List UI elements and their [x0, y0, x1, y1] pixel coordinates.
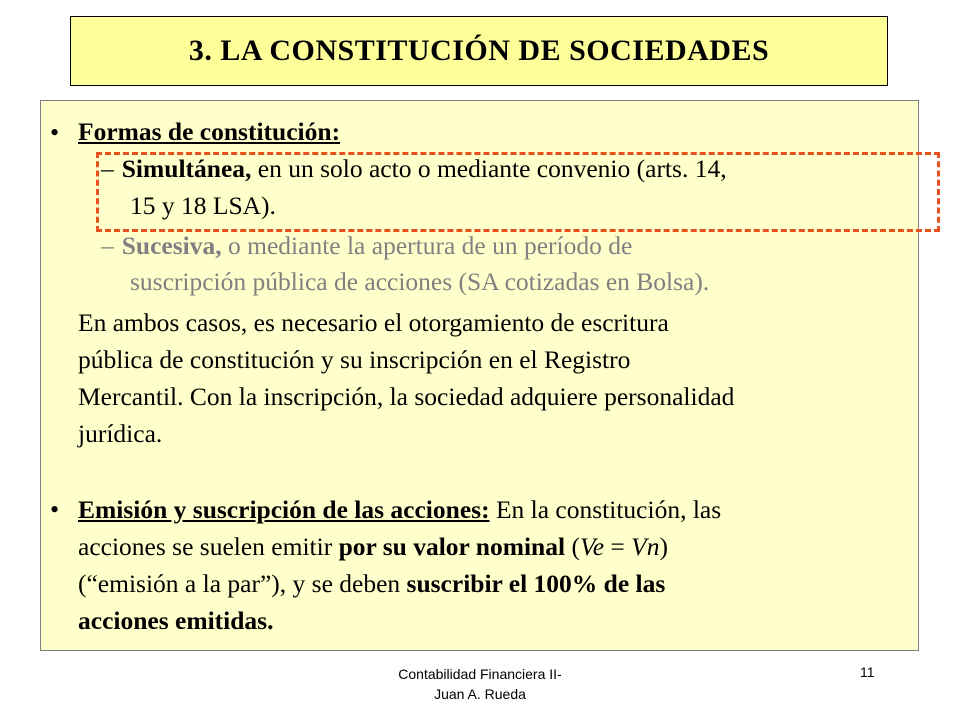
text-run-bold: suscribir el 100% de las	[406, 569, 666, 598]
paragraph-line: pública de constitución y su inscripción en el Registro	[78, 345, 631, 374]
footer-line2: Juan A. Rueda	[434, 686, 526, 702]
section2-line1-rest: En la constitución, las	[489, 495, 722, 524]
slide-title: 3. LA CONSTITUCIÓN DE SOCIEDADES	[188, 34, 770, 67]
highlight-dashed-box	[96, 152, 940, 232]
footer-line1: Contabilidad Financiera II-	[398, 666, 562, 682]
item1-line2: 15 y 18 LSA).	[130, 191, 276, 220]
section2-line4: acciones emitidas.	[78, 606, 274, 635]
item2-label: Sucesiva,	[121, 231, 222, 260]
item1-dash: –	[101, 154, 114, 183]
text-run: =	[604, 532, 632, 561]
text-run: )	[659, 532, 668, 561]
bullet-2: •	[50, 495, 60, 524]
bullet-1: •	[50, 118, 60, 147]
paragraph-line: En ambos casos, es necesario el otorgamiento de escritura	[78, 308, 669, 337]
page-number: 11	[860, 664, 875, 680]
paragraph-line: Mercantil. Con la inscripción, la sociedad adquiere personalidad	[78, 382, 735, 411]
section1-heading: Formas de constitución:	[78, 117, 341, 146]
paragraph-line: jurídica.	[78, 419, 163, 448]
item2-text1: o mediante la apertura de un período de	[221, 231, 633, 260]
text-run-bold: por su valor nominal	[338, 532, 566, 561]
title-box	[70, 16, 888, 86]
item2-line2: suscripción pública de acciones (SA cotizadas en Bolsa).	[130, 267, 710, 296]
text-run: acciones se suelen emitir	[78, 532, 339, 561]
section2-line2	[78, 534, 668, 560]
item1-label: Simultánea,	[121, 154, 252, 183]
section2-heading: Emisión y suscripción de las acciones:	[78, 495, 490, 524]
text-run: (	[565, 532, 580, 561]
section2-line1	[78, 497, 721, 523]
text-run-italic: Vn	[631, 532, 660, 561]
item2-dash: –	[101, 231, 114, 260]
text-run-italic: Ve	[579, 532, 605, 561]
section2-line3	[78, 571, 665, 597]
text-run: (“emisión a la par”), y se deben	[78, 569, 407, 598]
footer-text	[360, 664, 600, 704]
item1-text1: en un solo acto o mediante convenio (arts. 14,	[251, 154, 727, 183]
item2-line1	[101, 233, 632, 259]
